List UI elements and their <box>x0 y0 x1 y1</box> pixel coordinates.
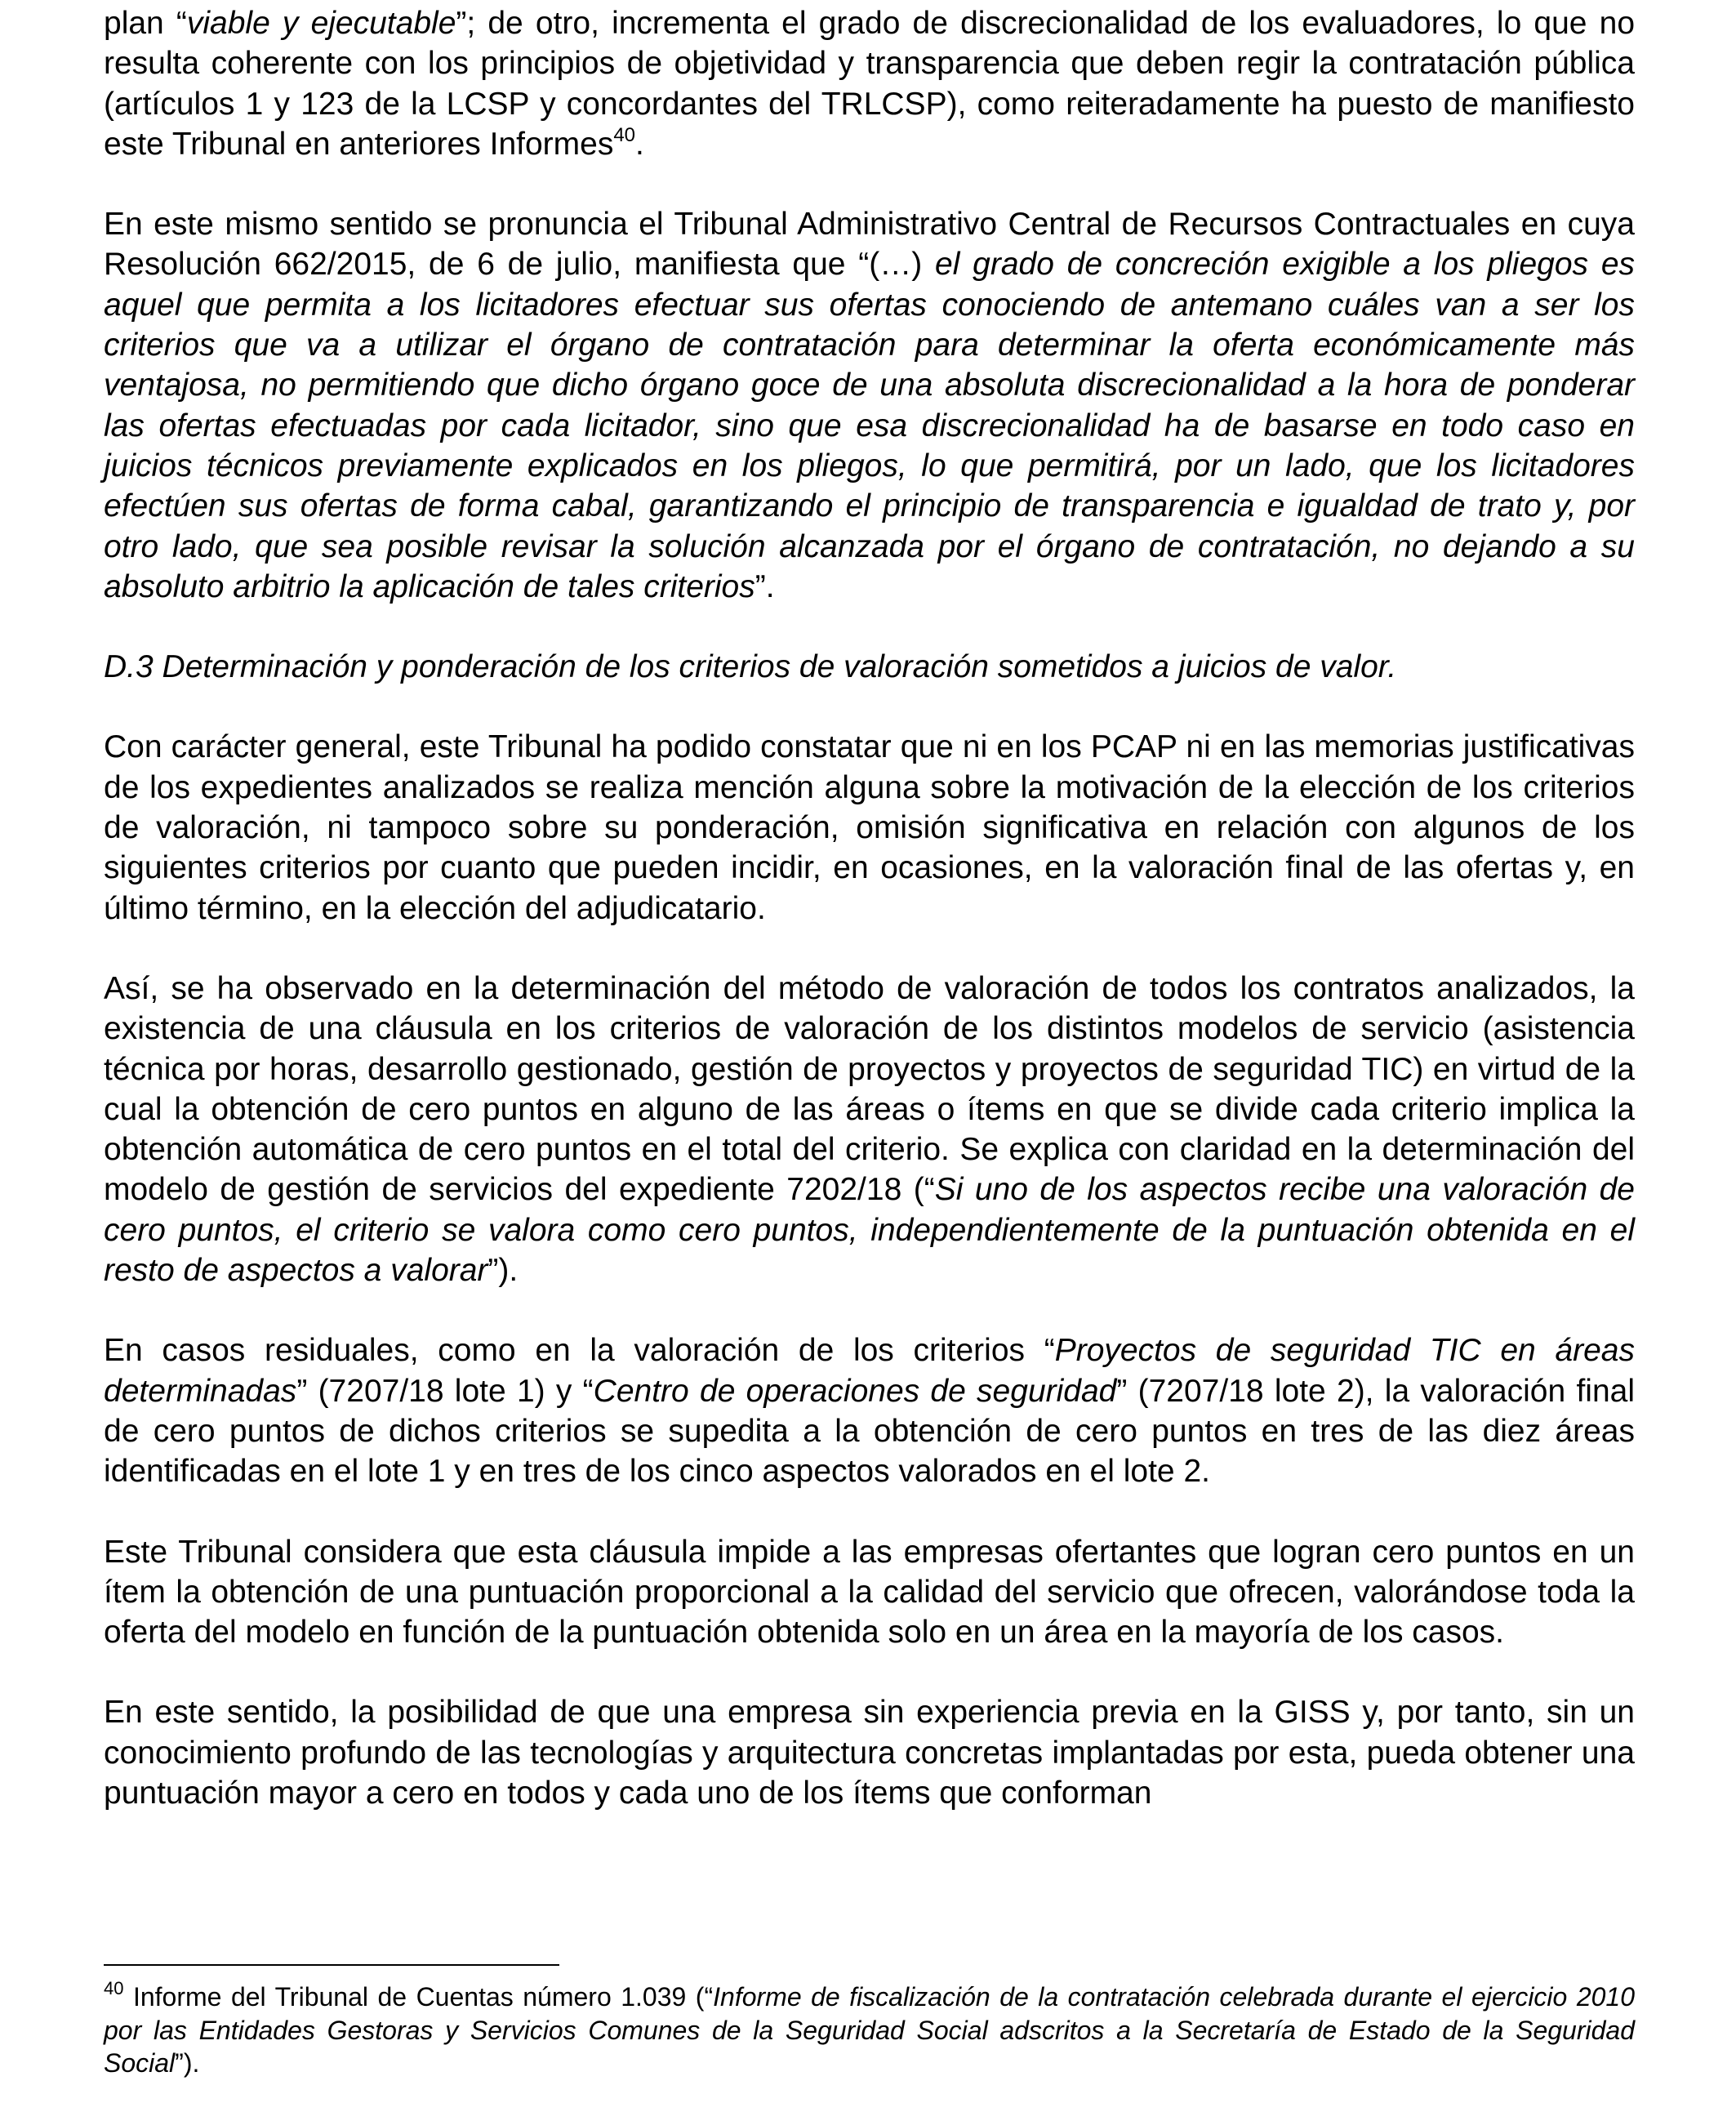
text-run: ”). <box>487 1253 519 1289</box>
footnote-reference[interactable]: 40 <box>613 123 636 146</box>
text-run: plan “ <box>104 6 187 41</box>
footnote-separator <box>104 1964 559 1966</box>
italic-run: Centro de operaciones de seguridad <box>593 1373 1117 1409</box>
section-heading: D.3 Determinación y ponderación de los criterios de valoración sometidos a juicios de valor. <box>104 649 1397 685</box>
paragraph-5 <box>104 1330 1635 1491</box>
quoted-resolution: el grado de concreción exigible a los pliegos es aquel que permita a los licitadores efectuar sus ofertas conociendo de antemano cuáles van a ser los criterios que va a utilizar el órgano de contratación para determinar la oferta económicamente más ventajosa, no permitiendo que dicho órgano goce de una absoluta discrecionalidad a la hora de ponderar las ofertas efectuadas por cada licitador, sino que esa discrecionalidad ha de basarse en todo caso en juicios técnicos previamente explicados en los pliegos, lo que permitirá, por un lado, que los licitadores efectúen sus ofertas de forma cabal, garantizando el principio de transparencia e igualdad de trato y, por otro lado, que sea posible revisar la solución alcanzada por el órgano de contratación, no dejando a su absoluto arbitrio la aplicación de tales criterios <box>104 247 1636 604</box>
italic-run: Informe de fiscalización de la contratación celebrada durante el ejercicio 2010 por las Entidades Gestoras y Servicios Comunes de la Seguridad Social adscritos a la Secretaría de Estado de la Seguridad Social <box>104 1982 1636 2078</box>
paragraph-6: Este Tribunal considera que esta cláusula impide a las empresas ofertantes que logran cero puntos en un ítem la obtención de una puntuación proporcional a la calidad del servicio que ofrecen, valorándose toda la oferta del modelo en función de la puntuación obtenida solo en un área en la mayoría de los casos. <box>104 1534 1635 1651</box>
text-run: Informe del Tribunal de Cuentas número 1.039 (“ <box>123 1982 714 2012</box>
footnote-40 <box>104 1980 1635 2080</box>
italic-run: viable y ejecutable <box>186 6 456 41</box>
text-run: . <box>635 126 644 162</box>
text-run: En este mismo sentido se pronuncia el Tribunal Administrativo Central de Recursos Contractuales en cuya Resolución 662/2015, de 6 de julio, manifiesta que “(…) <box>104 207 1635 283</box>
paragraph-3: Con carácter general, este Tribunal ha podido constatar que ni en los PCAP ni en las memorias justificativas de los expedientes analizados se realiza mención alguna sobre la motivación de la elección de los criterios de valoración, ni tampoco sobre su ponderación, omisión significativa en relación con algunos de los siguientes criterios por cuanto que pueden incidir, en ocasiones, en la valoración final de las ofertas y, en último término, en la elección del adjudicatario. <box>104 729 1635 926</box>
italic-run: Proyectos de seguridad TIC en áreas determinadas <box>104 1333 1635 1409</box>
text-run: ” (7207/18 lote 2), la valoración final de cero puntos de dichos criterios se supedita a la obtención de cero puntos en tres de las diez áreas identificadas en el lote 1 y en tres de los cinco aspectos valorados en el lote 2. <box>104 1373 1635 1490</box>
italic-run: Si uno de los aspectos recibe una valoración de cero puntos, el criterio se valora como cero puntos, independientemente de la puntuación obtenida en el resto de aspectos a valorar <box>104 1172 1635 1289</box>
document-body <box>104 3 1635 1813</box>
text-run: ”). <box>175 2048 200 2078</box>
text-run: Así, se ha observado en la determinación del método de valoración de todos los contratos analizados, la existencia de una cláusula en los criterios de valoración de los distintos modelos de servicio (asistencia técnica por horas, desarrollo gestionado, gestión de proyectos y proyectos de seguridad TIC) en virtud de la cual la obtención de cero puntos en alguno de las áreas o ítems en que se divide cada criterio implica la obtención automática de cero puntos en el total del criterio. Se explica con claridad en la determinación del modelo de gestión de servicios del expediente 7202/18 (“ <box>104 970 1635 1208</box>
paragraph-2 <box>104 204 1635 607</box>
text-run: ” (7207/18 lote 1) y “ <box>296 1373 594 1409</box>
footnote-number: 40 <box>104 1978 124 1998</box>
paragraph-1 <box>104 3 1635 164</box>
paragraph-7: En este sentido, la posibilidad de que una empresa sin experiencia previa en la GISS y, por tanto, sin un conocimiento profundo de las tecnologías y arquitectura concretas implantadas por esta, pueda obtener una puntuación mayor a cero en todos y cada uno de los ítems que conforman <box>104 1695 1635 1811</box>
text-run: ”; de otro, incrementa el grado de discrecionalidad de los evaluadores, lo que no resulta coherente con los principios de objetividad y transparencia que deben regir la contratación pública (artículos 1 y 123 de la LCSP y concordantes del TRLCSP), como reiteradamente ha puesto de manifiesto este Tribunal en anteriores Informes <box>104 6 1636 162</box>
text-run: ”. <box>754 568 775 604</box>
paragraph-4 <box>104 969 1635 1290</box>
text-run: En casos residuales, como en la valoración de los criterios “ <box>104 1333 1055 1369</box>
